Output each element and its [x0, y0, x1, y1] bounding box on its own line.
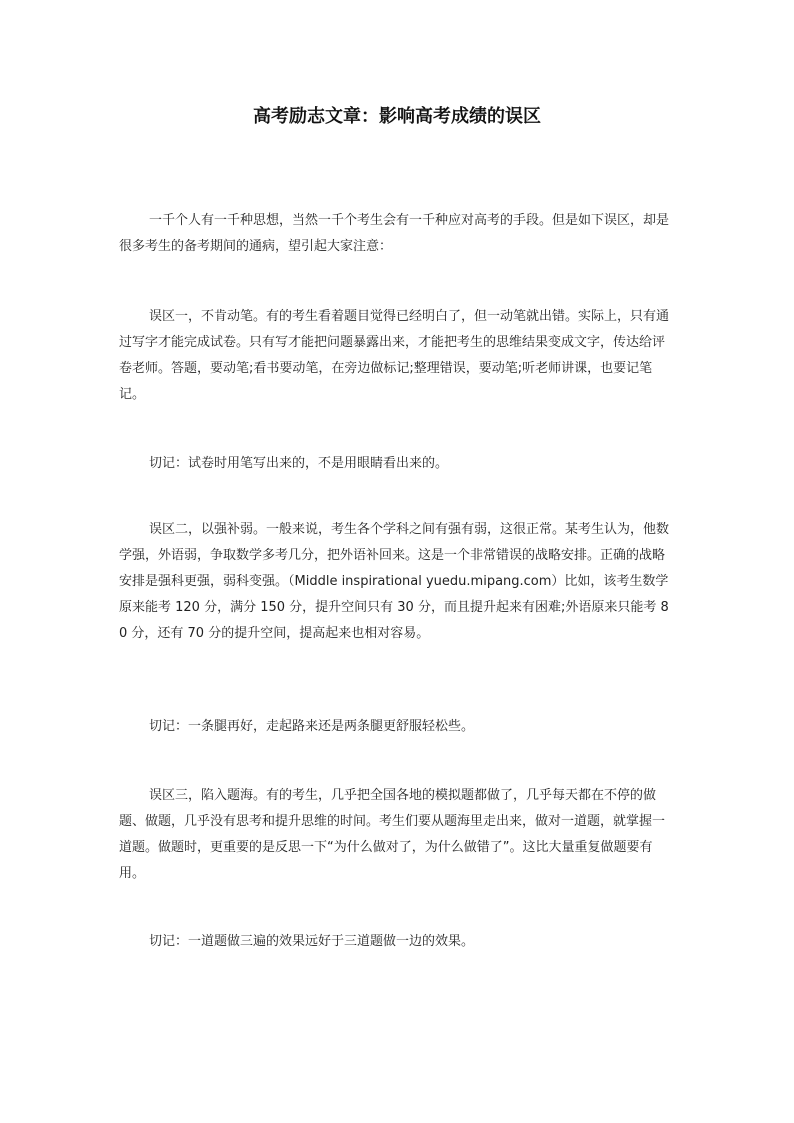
- paragraph-reminder-one: 切记：试卷时用笔写出来的，不是用眼睛看出来的。: [149, 456, 449, 471]
- document-title: 高考励志文章：影响高考成绩的误区: [253, 106, 541, 127]
- paragraph-mistake-two: 误区二，以强补弱。一般来说，考生各个学科之间有强有弱，这很正常。某考生认为，他数学强，外语弱，争取数学多考几分，把外语补回来。这是一个非常错误的战略安排。正确的战略安排是强科更强，弱科变强。（Middle inspirational yuedu.mipang.com）比如，该考生数学原来能考 120 分，满分 150 分，提升空间只有 30 分，而且提升起来有困难;外语原来只能考 80 分，还有 70 分的提升空间，提高起来也相对容易。: [119, 522, 670, 641]
- paragraph-reminder-three: 切记：一道题做三遍的效果远好于三道题做一边的效果。: [149, 934, 475, 949]
- paragraph-mistake-three: 误区三，陷入题海。有的考生，几乎把全国各地的模拟题都做了，几乎每天都在不停的做题、做题，几乎没有思考和提升思维的时间。考生们要从题海里走出来，做对一道题，就掌握一道题。做题时，更重要的是反思一下“为什么做对了，为什么做错了”。这比大量重复做题要有用。: [119, 788, 666, 881]
- paragraph-intro: 一千个人有一千种思想，当然一千个考生会有一千种应对高考的手段。但是如下误区，却是很多考生的备考期间的通病，望引起大家注意：: [119, 213, 670, 254]
- paragraph-mistake-one: 误区一，不肯动笔。有的考生看着题目觉得已经明白了，但一动笔就出错。实际上，只有通过写字才能完成试卷。只有写才能把问题暴露出来，才能把考生的思维结果变成文字，传达给评卷老师。答题，要动笔;看书要动笔，在旁边做标记;整理错误，要动笔;听老师讲课，也要记笔记。: [119, 309, 670, 402]
- paragraph-reminder-two: 切记：一条腿再好，走起路来还是两条腿更舒服轻松些。: [149, 719, 475, 734]
